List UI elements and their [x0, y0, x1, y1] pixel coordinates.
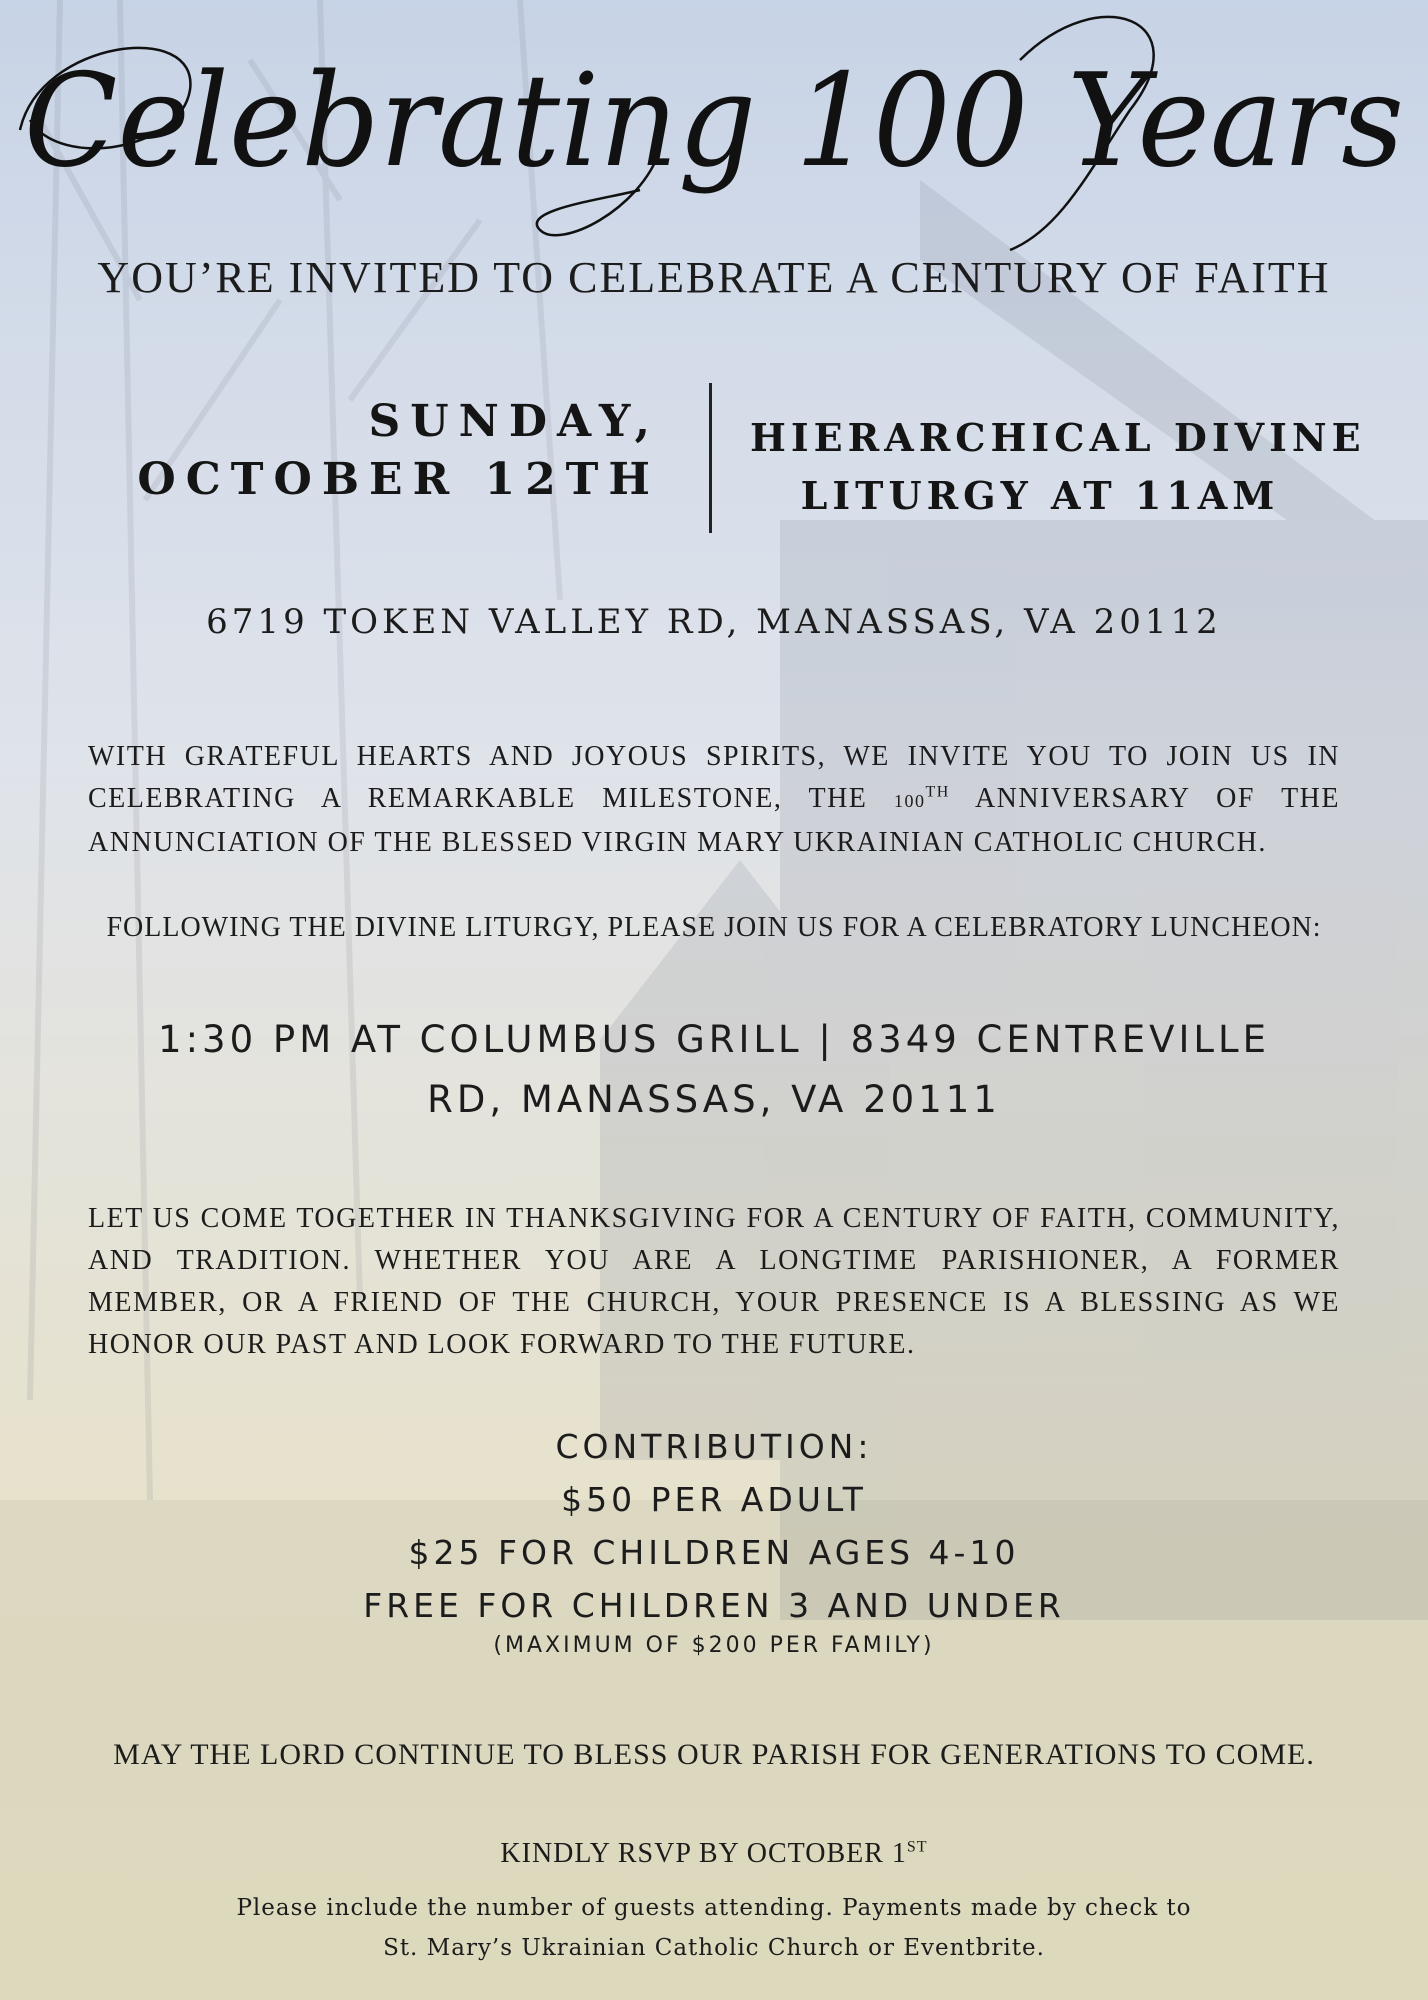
contribution-heading: CONTRIBUTION:: [555, 1427, 873, 1466]
luncheon-line2: RD, MANASSAS, VA 20111: [427, 1078, 1001, 1121]
rsvp-line: [0, 1838, 1428, 1870]
invitation-paragraph-start: WITH GRATEFUL HEARTS AND JOYOUS SPIRITS, WE INVITE YOU TO JOIN US IN CELEBRATING A REMARKABLE MILESTONE, THE: [88, 741, 1340, 814]
event-date-line2: OCTOBER 12TH: [137, 454, 660, 505]
payment-note-line1: Please include the number of guests attending. Payments made by check to: [236, 1895, 1192, 1921]
church-address: 6719 TOKEN VALLEY RD, MANASSAS, VA 20112: [206, 602, 1222, 642]
thanksgiving-paragraph: LET US COME TOGETHER IN THANKSGIVING FOR A CENTURY OF FAITH, COMMUNITY, AND TRADITION. WHETHER YOU ARE A LONGTIME PARISHIONER, A FORMER MEMBER, OR A FRIEND OF THE CHURCH, YOUR PRESENCE IS A BLESSING AS WE HONOR OUR PAST AND LOOK FORWARD TO THE FUTURE.: [88, 1203, 1340, 1360]
contribution-children: $25 FOR CHILDREN AGES 4-10: [408, 1533, 1020, 1572]
payment-note: [0, 1888, 1428, 1968]
rsvp-suffix: ST: [906, 1838, 928, 1856]
event-date: [60, 393, 660, 509]
rsvp-text: KINDLY RSVP BY OCTOBER 1: [500, 1838, 907, 1869]
invitation-paragraph: [88, 736, 1340, 864]
contribution-adult: $50 PER ADULT: [561, 1480, 867, 1519]
vertical-divider: [709, 383, 712, 533]
liturgy-line1: HIERARCHICAL DIVINE: [750, 415, 1366, 460]
luncheon-line1: 1:30 PM AT COLUMBUS GRILL | 8349 CENTREVILLE: [158, 1018, 1270, 1061]
anniversary-number: 100: [894, 791, 926, 811]
script-title: [0, 0, 1428, 260]
liturgy-line2: LITURGY AT 11AM: [800, 473, 1280, 518]
event-date-line1: SUNDAY,: [368, 396, 660, 447]
contribution-block: [0, 1420, 1428, 1632]
luncheon-details: [0, 1010, 1428, 1130]
invitation-paragraph-end: ANNIVERSARY OF THE ANNUNCIATION OF THE BLESSED VIRGIN MARY UKRAINIAN CATHOLIC CHURCH.: [88, 783, 1340, 858]
contribution-free: FREE FOR CHILDREN 3 AND UNDER: [363, 1586, 1065, 1625]
page-title: Celebrating 100 Years: [24, 47, 1404, 196]
anniversary-suffix: TH: [925, 783, 950, 801]
payment-note-line2: St. Mary’s Ukrainian Catholic Church or Eventbrite.: [383, 1935, 1045, 1961]
blessing-line: MAY THE LORD CONTINUE TO BLESS OUR PARISH FOR GENERATIONS TO COME.: [113, 1738, 1315, 1771]
liturgy-info: [750, 409, 1366, 525]
invited-line: YOU’RE INVITED TO CELEBRATE A CENTURY OF FAITH: [97, 253, 1331, 302]
contribution-maximum: (MAXIMUM OF $200 PER FAMILY): [493, 1633, 935, 1658]
luncheon-intro: FOLLOWING THE DIVINE LITURGY, PLEASE JOIN US FOR A CELEBRATORY LUNCHEON:: [106, 912, 1322, 943]
